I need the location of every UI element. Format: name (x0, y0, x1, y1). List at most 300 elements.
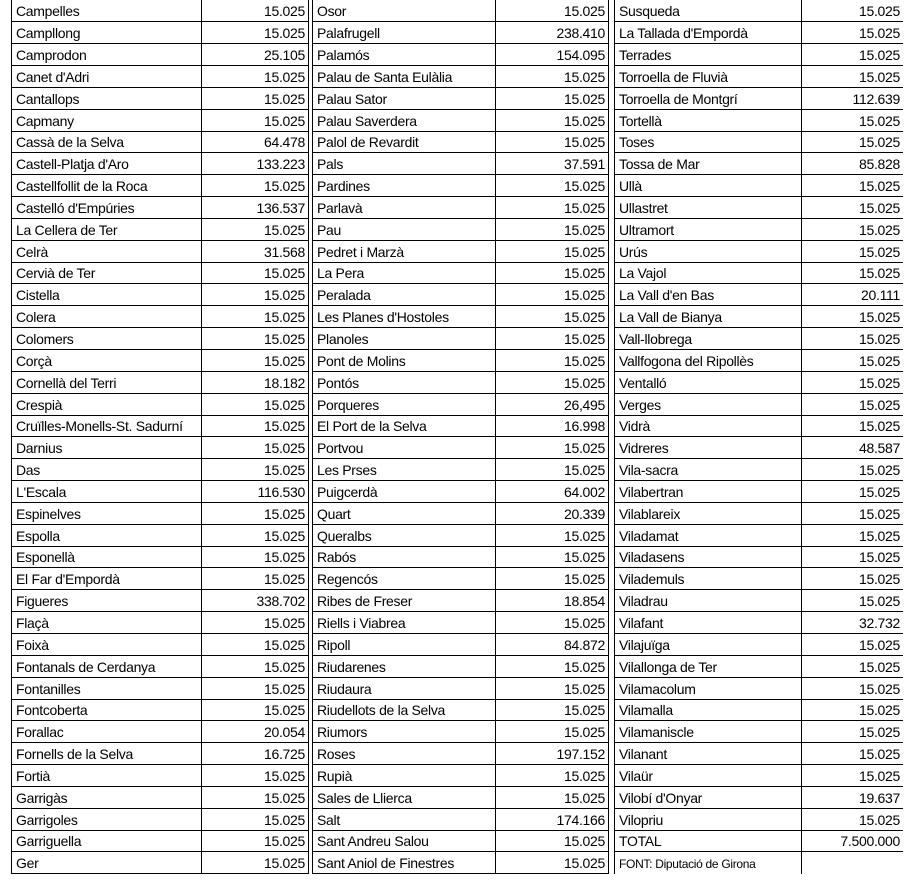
municipality-table-column-3 (614, 0, 903, 874)
municipality-name: Celrà (12, 240, 202, 262)
amount-value: 15.025 (496, 546, 609, 568)
municipality-name: Figueres (12, 590, 202, 612)
amount-value: 15.025 (202, 808, 309, 830)
amount-value: 15.025 (202, 350, 309, 372)
amount-value: 15.025 (802, 415, 904, 437)
table-row (12, 240, 309, 262)
municipality-name: Castelló d'Empúries (12, 197, 202, 219)
amount-value: 15.025 (202, 109, 309, 131)
municipality-name: Ullà (615, 175, 802, 197)
amount-value: 32.732 (802, 612, 904, 634)
municipality-name: Vilabertran (615, 481, 802, 503)
municipality-name: Puigcerdà (313, 481, 496, 503)
total-value: 7.500.000 (802, 830, 904, 852)
municipality-name: Riudellots de la Selva (313, 699, 496, 721)
table-row (12, 677, 309, 699)
municipality-name: Porqueres (313, 393, 496, 415)
table-row (313, 830, 609, 852)
table-row (12, 481, 309, 503)
amount-value: 15.025 (802, 459, 904, 481)
table-row (615, 590, 904, 612)
amount-value: 15.025 (202, 66, 309, 88)
table-row (615, 393, 904, 415)
municipality-name: Cervià de Ter (12, 262, 202, 284)
table-row (313, 524, 609, 546)
amount-value: 48.587 (802, 437, 904, 459)
amount-value: 15.025 (202, 612, 309, 634)
municipality-name: Osor (313, 0, 496, 22)
municipality-name: Capmany (12, 109, 202, 131)
municipality-name: Ribes de Freser (313, 590, 496, 612)
table-row (615, 44, 904, 66)
table-row (313, 0, 609, 22)
amount-value: 15.025 (496, 109, 609, 131)
empty-cell (802, 852, 904, 874)
amount-value: 15.025 (496, 131, 609, 153)
amount-value: 15.025 (496, 765, 609, 787)
table-row (12, 721, 309, 743)
municipality-name: Garrigoles (12, 808, 202, 830)
table-row (12, 393, 309, 415)
amount-value: 15.025 (202, 87, 309, 109)
municipality-name: Pedret i Marzà (313, 240, 496, 262)
table-row (12, 66, 309, 88)
municipality-name: Colera (12, 306, 202, 328)
total-row (615, 830, 904, 852)
municipality-name: Forallac (12, 721, 202, 743)
amount-value: 15.025 (496, 459, 609, 481)
amount-value: 133.223 (202, 153, 309, 175)
table-row (615, 153, 904, 175)
table-row (615, 109, 904, 131)
municipality-name: Riumors (313, 721, 496, 743)
municipality-name: Riells i Viabrea (313, 612, 496, 634)
table-row (615, 808, 904, 830)
table-row (12, 502, 309, 524)
table-row (313, 852, 609, 874)
municipality-name: Vilafant (615, 612, 802, 634)
amount-value: 15.025 (202, 415, 309, 437)
municipality-name: Vilademuls (615, 568, 802, 590)
table-row (313, 459, 609, 481)
amount-value: 15.025 (802, 568, 904, 590)
table-row (615, 87, 904, 109)
table-row (615, 699, 904, 721)
municipality-name: Ventalló (615, 371, 802, 393)
table-row (12, 830, 309, 852)
municipality-name: Garriguella (12, 830, 202, 852)
table-row (615, 306, 904, 328)
table-row (615, 415, 904, 437)
municipality-name: Vilopriu (615, 808, 802, 830)
table-row (313, 481, 609, 503)
table-row (313, 808, 609, 830)
municipality-name: La Tallada d'Empordà (615, 22, 802, 44)
amount-value: 85.828 (802, 153, 904, 175)
municipality-name: Palamós (313, 44, 496, 66)
municipality-name: Espolla (12, 524, 202, 546)
amount-value: 15.025 (202, 218, 309, 240)
table-row (12, 22, 309, 44)
amount-value: 15.025 (802, 66, 904, 88)
municipality-table-column-1 (11, 0, 309, 874)
municipality-name: Queralbs (313, 524, 496, 546)
amount-value: 64.002 (496, 481, 609, 503)
amount-value: 15.025 (202, 284, 309, 306)
amount-value: 15.025 (202, 546, 309, 568)
municipality-name: Portvou (313, 437, 496, 459)
municipality-name: Sant Andreu Salou (313, 830, 496, 852)
table-row (615, 131, 904, 153)
amount-value: 15.025 (496, 218, 609, 240)
municipality-name: Quart (313, 502, 496, 524)
municipality-name: Roses (313, 743, 496, 765)
amount-value: 15.025 (202, 262, 309, 284)
municipality-name: Darnius (12, 437, 202, 459)
municipality-name: Rupià (313, 765, 496, 787)
amount-value: 15.025 (802, 524, 904, 546)
table-row (615, 743, 904, 765)
amount-value: 15.025 (802, 808, 904, 830)
municipality-name: Vilallonga de Ter (615, 655, 802, 677)
municipality-name: Palol de Revardit (313, 131, 496, 153)
municipality-name: Esponellà (12, 546, 202, 568)
table-row (313, 743, 609, 765)
amount-value: 15.025 (496, 306, 609, 328)
amount-value: 15.025 (496, 175, 609, 197)
amount-value: 15.025 (496, 240, 609, 262)
table-row (313, 699, 609, 721)
amount-value: 15.025 (202, 677, 309, 699)
table-row (12, 852, 309, 874)
amount-value: 15.025 (802, 44, 904, 66)
amount-value: 15.025 (496, 677, 609, 699)
municipality-name: Rabós (313, 546, 496, 568)
municipality-name: Tossa de Mar (615, 153, 802, 175)
amount-value: 15.025 (802, 131, 904, 153)
municipality-name: Vilamalla (615, 699, 802, 721)
amount-value: 20.111 (802, 284, 904, 306)
amount-value: 84.872 (496, 633, 609, 655)
table-row (12, 437, 309, 459)
amount-value: 37.591 (496, 153, 609, 175)
municipality-name: Pardines (313, 175, 496, 197)
amount-value: 15.025 (202, 175, 309, 197)
amount-value: 25.105 (202, 44, 309, 66)
table-row (313, 44, 609, 66)
table-row (12, 306, 309, 328)
table-row (12, 546, 309, 568)
table-row (313, 633, 609, 655)
table-row (615, 0, 904, 22)
table-row (313, 131, 609, 153)
table-row (12, 44, 309, 66)
table-row (12, 786, 309, 808)
table-row (12, 350, 309, 372)
amount-value: 15.025 (802, 262, 904, 284)
table-row (12, 109, 309, 131)
table-row (313, 721, 609, 743)
table-row (615, 66, 904, 88)
municipality-name: Pals (313, 153, 496, 175)
municipality-name: La Vall d'en Bas (615, 284, 802, 306)
amount-value: 15.025 (802, 655, 904, 677)
municipality-name: Vila-sacra (615, 459, 802, 481)
municipality-name: L'Escala (12, 481, 202, 503)
municipality-name: Salt (313, 808, 496, 830)
amount-value: 15.025 (802, 371, 904, 393)
amount-value: 338.702 (202, 590, 309, 612)
amount-value: 15.025 (802, 350, 904, 372)
municipality-name: Torroella de Montgrí (615, 87, 802, 109)
table-row (615, 502, 904, 524)
table-row (12, 284, 309, 306)
municipality-name: Terrades (615, 44, 802, 66)
amount-value: 15.025 (202, 524, 309, 546)
municipality-name: Verges (615, 393, 802, 415)
amount-value: 15.025 (496, 328, 609, 350)
table-row (12, 633, 309, 655)
table-row (313, 415, 609, 437)
municipality-name: Tortellà (615, 109, 802, 131)
table-row (313, 66, 609, 88)
source-note: FONT: Diputació de Girona (615, 852, 802, 874)
municipality-name: La Cellera de Ter (12, 218, 202, 240)
amount-value: 20.054 (202, 721, 309, 743)
amount-value: 15.025 (802, 218, 904, 240)
amount-value: 15.025 (202, 830, 309, 852)
municipality-table-column-2 (312, 0, 609, 874)
amount-value: 31.568 (202, 240, 309, 262)
amount-value: 15.025 (202, 852, 309, 874)
municipality-name: Campelles (12, 0, 202, 22)
table-row (12, 131, 309, 153)
amount-value: 15.025 (496, 437, 609, 459)
table-row (615, 786, 904, 808)
table-row (313, 786, 609, 808)
table-row (615, 546, 904, 568)
municipality-name: La Vajol (615, 262, 802, 284)
amount-value: 16.725 (202, 743, 309, 765)
table-row (313, 371, 609, 393)
municipality-name: Fontanilles (12, 677, 202, 699)
municipality-name: El Far d'Empordà (12, 568, 202, 590)
amount-value: 15.025 (496, 699, 609, 721)
table-row (12, 612, 309, 634)
amount-value: 15.025 (496, 262, 609, 284)
amount-value: 15.025 (202, 306, 309, 328)
table-row (12, 765, 309, 787)
table-row (12, 371, 309, 393)
municipality-name: El Port de la Selva (313, 415, 496, 437)
table-row (615, 721, 904, 743)
table-row (12, 568, 309, 590)
municipality-name: Vilajuïga (615, 633, 802, 655)
amount-value: 15.025 (496, 0, 609, 22)
amount-value: 15.025 (802, 393, 904, 415)
table-row (12, 699, 309, 721)
amount-value: 15.025 (496, 721, 609, 743)
amount-value: 15.025 (496, 830, 609, 852)
amount-value: 15.025 (496, 786, 609, 808)
municipality-name: Ger (12, 852, 202, 874)
municipality-name: Les Planes d'Hostoles (313, 306, 496, 328)
table-row (313, 284, 609, 306)
municipality-name: Cruïlles-Monells-St. Sadurní (12, 415, 202, 437)
table-row (313, 306, 609, 328)
table-row (615, 218, 904, 240)
municipality-name: Ripoll (313, 633, 496, 655)
amount-value: 15.025 (496, 655, 609, 677)
amount-value: 15.025 (202, 22, 309, 44)
table-row (313, 328, 609, 350)
table-row (615, 481, 904, 503)
table-row (313, 502, 609, 524)
table-row (313, 197, 609, 219)
table-row (313, 153, 609, 175)
municipality-name: Vidrà (615, 415, 802, 437)
municipality-name: Castellfollit de la Roca (12, 175, 202, 197)
municipality-name: Parlavà (313, 197, 496, 219)
table-row (615, 240, 904, 262)
table-row (313, 568, 609, 590)
table-row (12, 524, 309, 546)
table-row (615, 677, 904, 699)
amount-value: 154.095 (496, 44, 609, 66)
amount-value: 15.025 (202, 786, 309, 808)
municipality-name: Susqueda (615, 0, 802, 22)
municipality-name: Viladrau (615, 590, 802, 612)
table-row (12, 459, 309, 481)
municipality-name: Sales de Llierca (313, 786, 496, 808)
table-row (615, 612, 904, 634)
municipality-name: La Pera (313, 262, 496, 284)
municipality-name: Vidreres (615, 437, 802, 459)
table-row (615, 175, 904, 197)
amount-value: 18.182 (202, 371, 309, 393)
table-row (615, 350, 904, 372)
table-row (313, 262, 609, 284)
amount-value: 15.025 (202, 633, 309, 655)
amount-value: 136.537 (202, 197, 309, 219)
amount-value: 112.639 (802, 87, 904, 109)
table-row (12, 655, 309, 677)
municipality-name: Pontós (313, 371, 496, 393)
amount-value: 15.025 (496, 87, 609, 109)
amount-value: 20.339 (496, 502, 609, 524)
table-row (313, 218, 609, 240)
municipality-name: Cornellà del Terri (12, 371, 202, 393)
amount-value: 116.530 (202, 481, 309, 503)
table-row (615, 197, 904, 219)
table-row (615, 633, 904, 655)
table-row (615, 568, 904, 590)
amount-value: 15.025 (202, 568, 309, 590)
municipality-name: Viladamat (615, 524, 802, 546)
municipality-name: Castell-Platja d'Aro (12, 153, 202, 175)
municipality-name: Colomers (12, 328, 202, 350)
municipality-name: Vilaür (615, 765, 802, 787)
amount-value: 15.025 (202, 328, 309, 350)
amount-value: 15.025 (496, 371, 609, 393)
municipality-name: Palau de Santa Eulàlia (313, 66, 496, 88)
table-row (313, 612, 609, 634)
table-row (615, 328, 904, 350)
municipality-name: Fortià (12, 765, 202, 787)
table-row (615, 655, 904, 677)
municipality-name: Crespià (12, 393, 202, 415)
table-row (615, 765, 904, 787)
table-row (313, 87, 609, 109)
table-row (313, 240, 609, 262)
amount-value: 15.025 (802, 197, 904, 219)
amount-value: 174.166 (496, 808, 609, 830)
municipality-name: La Vall de Bianya (615, 306, 802, 328)
amount-value: 15.025 (496, 197, 609, 219)
source-row (615, 852, 904, 874)
municipality-name: Peralada (313, 284, 496, 306)
municipality-name: Ullastret (615, 197, 802, 219)
amount-value: 15.025 (202, 655, 309, 677)
amount-value: 15.025 (802, 175, 904, 197)
table-row (313, 655, 609, 677)
amount-value: 15.025 (802, 743, 904, 765)
amount-value: 15.025 (202, 765, 309, 787)
amount-value: 15.025 (802, 240, 904, 262)
municipality-name: Fontcoberta (12, 699, 202, 721)
table-row (12, 218, 309, 240)
amount-value: 15.025 (202, 437, 309, 459)
table-row (313, 175, 609, 197)
municipality-name: Vall-llobrega (615, 328, 802, 350)
amount-value: 15.025 (202, 393, 309, 415)
municipality-name: Vilablareix (615, 502, 802, 524)
amount-value: 15.025 (496, 852, 609, 874)
table-row (313, 765, 609, 787)
table-row (12, 415, 309, 437)
municipality-name: Riudaura (313, 677, 496, 699)
municipality-name: Toses (615, 131, 802, 153)
amount-value: 15.025 (496, 66, 609, 88)
municipality-name: Regencós (313, 568, 496, 590)
table-row (313, 677, 609, 699)
table-row (313, 109, 609, 131)
table-row (12, 153, 309, 175)
table-row (313, 22, 609, 44)
municipality-name: Les Prses (313, 459, 496, 481)
municipality-name: Sant Aniol de Finestres (313, 852, 496, 874)
amount-value: 15.025 (496, 284, 609, 306)
amount-value: 15.025 (802, 546, 904, 568)
table-row (313, 437, 609, 459)
amount-value: 15.025 (202, 0, 309, 22)
amount-value: 15.025 (802, 765, 904, 787)
amount-value: 15.025 (496, 524, 609, 546)
amount-value: 15.025 (802, 0, 904, 22)
amount-value: 15.025 (802, 306, 904, 328)
municipality-name: Campllong (12, 22, 202, 44)
municipality-name: Cistella (12, 284, 202, 306)
municipality-name: Pont de Molins (313, 350, 496, 372)
amount-value: 15.025 (802, 502, 904, 524)
municipality-name: Garrigàs (12, 786, 202, 808)
table-row (12, 175, 309, 197)
table-row (12, 0, 309, 22)
municipality-name: Vilobí d'Onyar (615, 786, 802, 808)
municipality-name: Riudarenes (313, 655, 496, 677)
amount-value: 15.025 (496, 612, 609, 634)
table-row (615, 524, 904, 546)
